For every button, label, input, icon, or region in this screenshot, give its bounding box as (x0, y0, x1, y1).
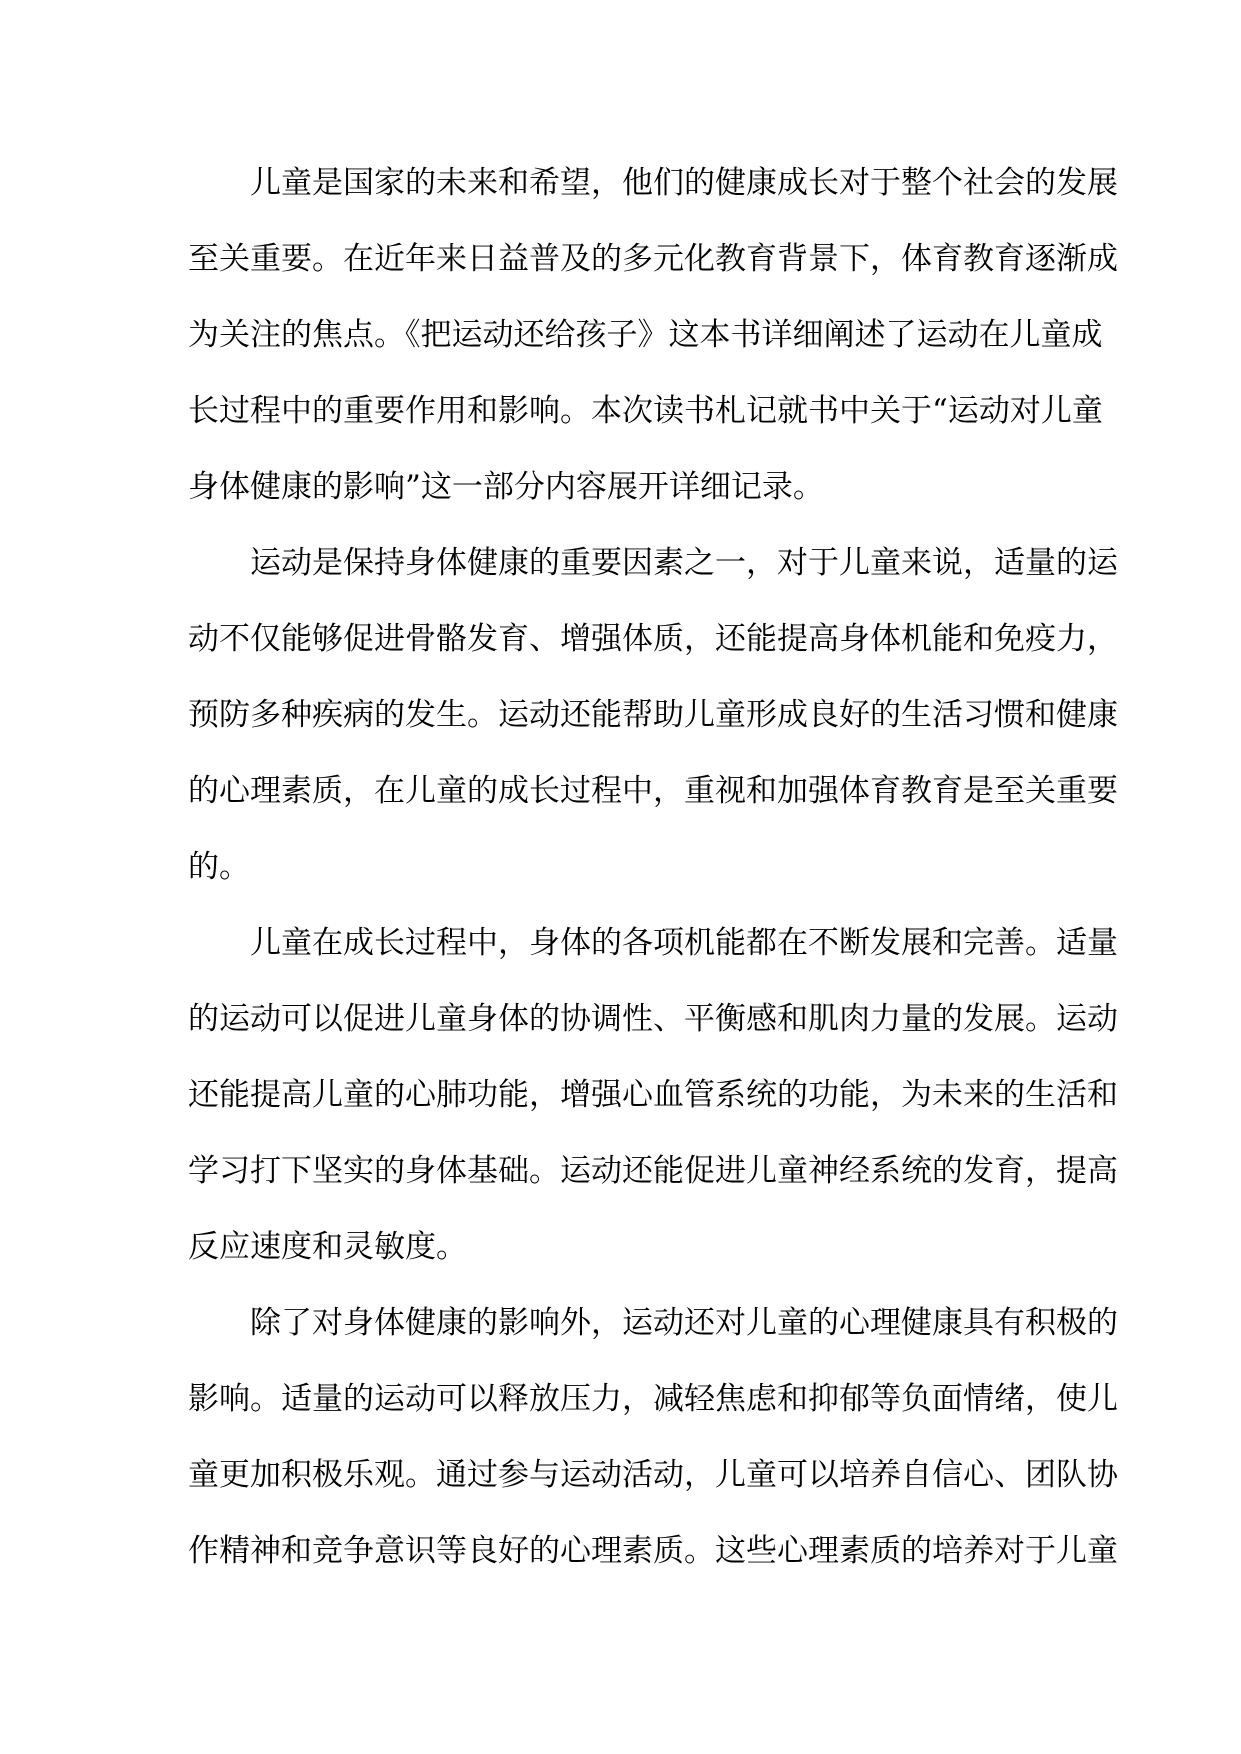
text-line: 为关注的焦点。《把运动还给孩子》这本书详细阐述了运动在儿童成 (188, 317, 1103, 353)
text-line: 作精神和竞争意识等良好的心理素质。这些心理素质的培养对于儿童 (188, 1533, 1118, 1569)
text-line: 预防多种疾病的发生。运动还能帮助儿童形成良好的生活习惯和健康 (188, 697, 1118, 733)
text-line: 身体健康的影响”这一部分内容展开详细记录。 (188, 469, 824, 505)
paragraph-4 (188, 1285, 1118, 1589)
text-line: 运动是保持身体健康的重要因素之一，对于儿童来说，适量的运 (250, 545, 1118, 581)
text-line: 影响。适量的运动可以释放压力，减轻焦虑和抑郁等负面情绪，使儿 (188, 1381, 1118, 1417)
text-line: 童更加积极乐观。通过参与运动活动，儿童可以培养自信心、团队协 (188, 1457, 1118, 1493)
text-line: 反应速度和灵敏度。 (188, 1229, 467, 1265)
text-line: 的运动可以促进儿童身体的协调性、平衡感和肌肉力量的发展。运动 (188, 1001, 1118, 1037)
text-line: 的心理素质，在儿童的成长过程中，重视和加强体育教育是至关重要 (188, 773, 1118, 809)
text-line: 除了对身体健康的影响外，运动还对儿童的心理健康具有积极的 (250, 1305, 1118, 1341)
paragraph-1 (188, 145, 1118, 525)
text-line: 还能提高儿童的心肺功能，增强心血管系统的功能，为未来的生活和 (188, 1077, 1118, 1113)
text-line: 动不仅能够促进骨骼发育、增强体质，还能提高身体机能和免疫力， (188, 621, 1118, 657)
text-line: 至关重要。在近年来日益普及的多元化教育背景下，体育教育逐渐成 (188, 241, 1118, 277)
text-line: 长过程中的重要作用和影响。本次读书札记就书中关于“运动对儿童 (188, 393, 1103, 429)
text-line: 儿童是国家的未来和希望，他们的健康成长对于整个社会的发展 (250, 165, 1118, 201)
text-line: 学习打下坚实的身体基础。运动还能促进儿童神经系统的发育，提高 (188, 1153, 1118, 1189)
text-line: 的。 (188, 849, 250, 885)
document-body (188, 145, 1118, 1589)
text-line: 儿童在成长过程中，身体的各项机能都在不断发展和完善。适量 (250, 925, 1118, 961)
paragraph-2 (188, 525, 1118, 905)
paragraph-3 (188, 905, 1118, 1285)
